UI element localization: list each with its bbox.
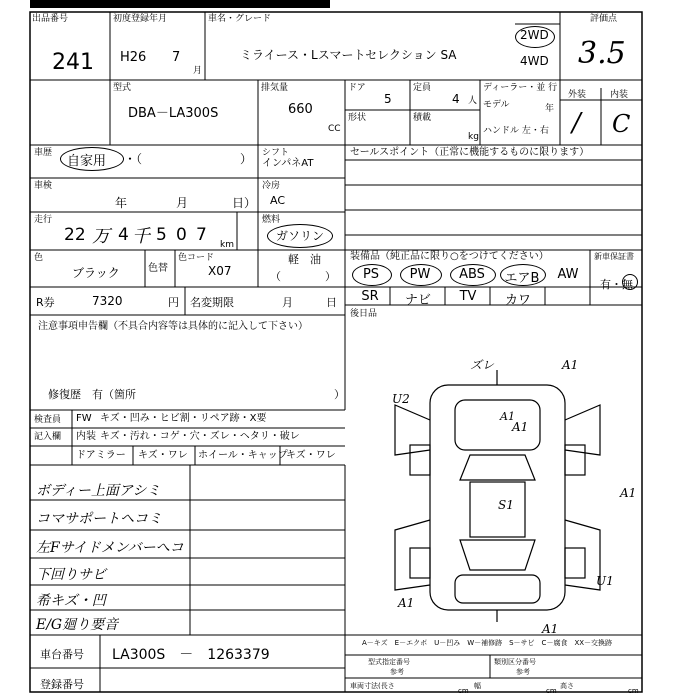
dimension-width: 幅 xyxy=(474,682,481,690)
ac-label: 冷房 xyxy=(262,181,281,191)
plate-expiry-day: 日 xyxy=(326,296,337,309)
sales-point-label: セールスポイント（正常に機能するものに限ります） xyxy=(350,147,590,158)
frame-label: 車台番号 xyxy=(40,648,84,661)
type-label: 型式 xyxy=(113,83,132,93)
plate-expiry-label: 名変期限 xyxy=(190,296,234,309)
color-value: ブラック xyxy=(72,266,120,280)
mark: U2 xyxy=(392,392,410,406)
fuel-value: ガソリン xyxy=(276,229,325,243)
usage-value: 自家用 xyxy=(67,154,107,169)
fuel-diesel: 軽 油 xyxy=(288,253,321,266)
load-unit: kg xyxy=(468,132,479,142)
frame-number: LA300S － 1263379 xyxy=(112,647,270,663)
displacement-unit: CC xyxy=(328,124,341,134)
mileage-u2: 千 xyxy=(132,226,150,247)
equip-ps: PS xyxy=(362,267,380,282)
repair-close: ） xyxy=(334,388,345,401)
damage-legend: A－キズ E－エクボ U－凹み W－補修跡 S－サビ C－腐食 XX－交換跡 xyxy=(362,639,613,647)
drive-4wd: 4WD xyxy=(520,54,549,68)
mileage-d5: 7 xyxy=(196,225,207,245)
mirror-label: ドアミラー xyxy=(76,450,126,461)
mark: U1 xyxy=(596,574,614,588)
model-year-unit: 年 xyxy=(545,104,555,114)
equip-leather: カワ xyxy=(504,293,531,308)
registration-year: H26 xyxy=(120,50,147,65)
type-designation-label: 型式指定番号 xyxy=(368,658,410,666)
usage-paren-close: ） xyxy=(240,152,253,166)
interior-score: C xyxy=(612,110,631,138)
interior-options: キズ・汚れ・コゲ・穴・ズレ・ヘタリ・破レ xyxy=(100,431,300,442)
fw-options: キズ・凹み・ヒビ割・リペア跡・X要 xyxy=(100,413,267,424)
model-label: 車名・グレード xyxy=(208,14,272,24)
type-designation-ref: 参考 xyxy=(390,668,404,676)
color-code: X07 xyxy=(208,264,232,278)
recycle-label: R券 xyxy=(36,296,55,309)
dimension-length: 車両寸法(長さ xyxy=(350,682,395,690)
mark: A1 xyxy=(542,622,559,636)
mark: A1 xyxy=(620,486,637,500)
shift-value: インパネAT xyxy=(262,158,314,169)
fw-label: FW xyxy=(76,413,92,424)
wheel-options: キズ・ワレ xyxy=(286,450,336,461)
dealer-label: ディーラー・並 行 xyxy=(483,83,558,93)
car-diagram xyxy=(395,370,600,622)
inspection-year: 年 xyxy=(115,196,128,210)
mileage-unit: km xyxy=(220,240,234,250)
drive-2wd: 2WD xyxy=(520,28,549,42)
mileage-d3: 5 xyxy=(156,225,167,245)
recycle-value: 7320 xyxy=(92,294,123,308)
shift-label: シフト xyxy=(262,148,290,158)
repair-history: 修復歴 有（箇所 xyxy=(48,388,136,401)
inspection-day: 日） xyxy=(232,196,257,210)
equip-sr: SR xyxy=(361,289,379,304)
post-install-label: 後日品 xyxy=(350,309,378,319)
hw-note: 下回りサビ xyxy=(36,567,106,583)
inspection-month: 月 xyxy=(176,196,189,210)
warranty-label: 新車保証書 xyxy=(594,252,634,261)
registration-label: 初度登録年月 xyxy=(113,14,168,24)
color-label: 色 xyxy=(34,253,44,263)
hw-note: 左Fサイドメンバーへコ xyxy=(36,540,184,556)
fuel-paren: （ ） xyxy=(270,270,336,283)
warranty-value: 有・無 xyxy=(600,278,633,291)
inspection-label: 車検 xyxy=(34,181,53,191)
usage-label: 車歴 xyxy=(34,148,53,158)
capacity-value: 4 xyxy=(452,92,460,106)
load-label: 積載 xyxy=(413,113,432,123)
lot-number: 241 xyxy=(52,50,94,75)
model-name: ミライース・Lスマートセレクション SA xyxy=(240,48,457,62)
wheel-label: ホイール・キャップ xyxy=(198,450,288,461)
height-unit: cm xyxy=(628,687,639,695)
inspector-label-1: 検査員 xyxy=(34,415,62,425)
plate-expiry-month: 月 xyxy=(282,296,293,309)
fuel-label: 燃料 xyxy=(262,215,281,225)
displacement-value: 660 xyxy=(288,102,313,117)
equip-pw: PW xyxy=(409,267,431,282)
model-year-label: モデル xyxy=(483,100,510,110)
hw-note: E/G廻り要音 xyxy=(36,617,119,633)
score-label: 評価点 xyxy=(590,14,618,24)
mark: ズレ xyxy=(470,358,495,372)
notes-label: 注意事項申告欄（不具合内容等は具体的に記入して下さい） xyxy=(38,321,308,332)
capacity-unit: 人 xyxy=(468,96,478,106)
displacement-label: 排気量 xyxy=(261,83,289,93)
inspector-label-2: 記入欄 xyxy=(34,432,62,442)
plate-label: 登録番号 xyxy=(40,678,84,691)
mileage-d2: 4 xyxy=(118,225,129,245)
mileage-d1: 22 xyxy=(64,225,86,245)
hw-note: コマサポートヘコミ xyxy=(36,511,162,527)
mark: S1 xyxy=(498,498,514,512)
warranty-circle xyxy=(622,274,638,290)
equip-abs: ABS xyxy=(459,267,485,282)
interior-label: 内装 xyxy=(610,90,629,100)
equip-aw: AW xyxy=(557,267,579,282)
mark: A1 xyxy=(398,596,415,610)
exterior-score: / xyxy=(572,108,581,138)
equipment-label: 装備品（純正品に限り○をつけてください） xyxy=(350,251,549,262)
mileage-d4: 0 xyxy=(176,225,187,245)
class-number-label: 類別区分番号 xyxy=(494,658,536,666)
usage-paren-open: ・（ xyxy=(124,152,143,166)
class-number-ref: 参考 xyxy=(516,668,530,676)
dimension-height: 高さ xyxy=(560,682,574,690)
color-change-label: 色替 xyxy=(148,263,168,274)
equip-navi: ナビ xyxy=(404,293,431,308)
hw-note: 希キズ・凹 xyxy=(36,593,106,609)
doors-value: 5 xyxy=(384,92,392,106)
color-code-label: 色コード xyxy=(178,253,215,263)
mileage-label: 走行 xyxy=(34,215,53,225)
recycle-unit: 円 xyxy=(168,296,179,309)
score-value: 3.5 xyxy=(578,36,626,71)
exterior-label: 外装 xyxy=(568,90,587,100)
ac-value: AC xyxy=(270,194,286,207)
doors-label: ドア xyxy=(348,83,366,93)
equip-tv: TV xyxy=(459,289,477,304)
hw-note: ボディー上面アシミ xyxy=(36,483,161,499)
capacity-label: 定員 xyxy=(413,83,432,93)
type-value: DBA－LA300S xyxy=(128,106,219,121)
mark: A1 xyxy=(562,358,579,372)
handle-label: ハンドル 左・右 xyxy=(483,126,549,136)
length-unit: cm xyxy=(458,687,469,695)
mark: A1 xyxy=(512,420,529,434)
mark: A1 xyxy=(500,410,515,423)
registration-month: 7 xyxy=(172,50,181,65)
mileage-u1: 万 xyxy=(92,226,110,247)
interior-row-label: 内装 xyxy=(76,431,96,442)
month-unit: 月 xyxy=(193,66,203,76)
equip-airbag: エアB xyxy=(504,271,540,286)
mirror-options: キズ・ワレ xyxy=(138,450,188,461)
width-unit: cm xyxy=(546,687,557,695)
shape-label: 形状 xyxy=(348,113,367,123)
lot-label: 出品番号 xyxy=(32,14,69,24)
